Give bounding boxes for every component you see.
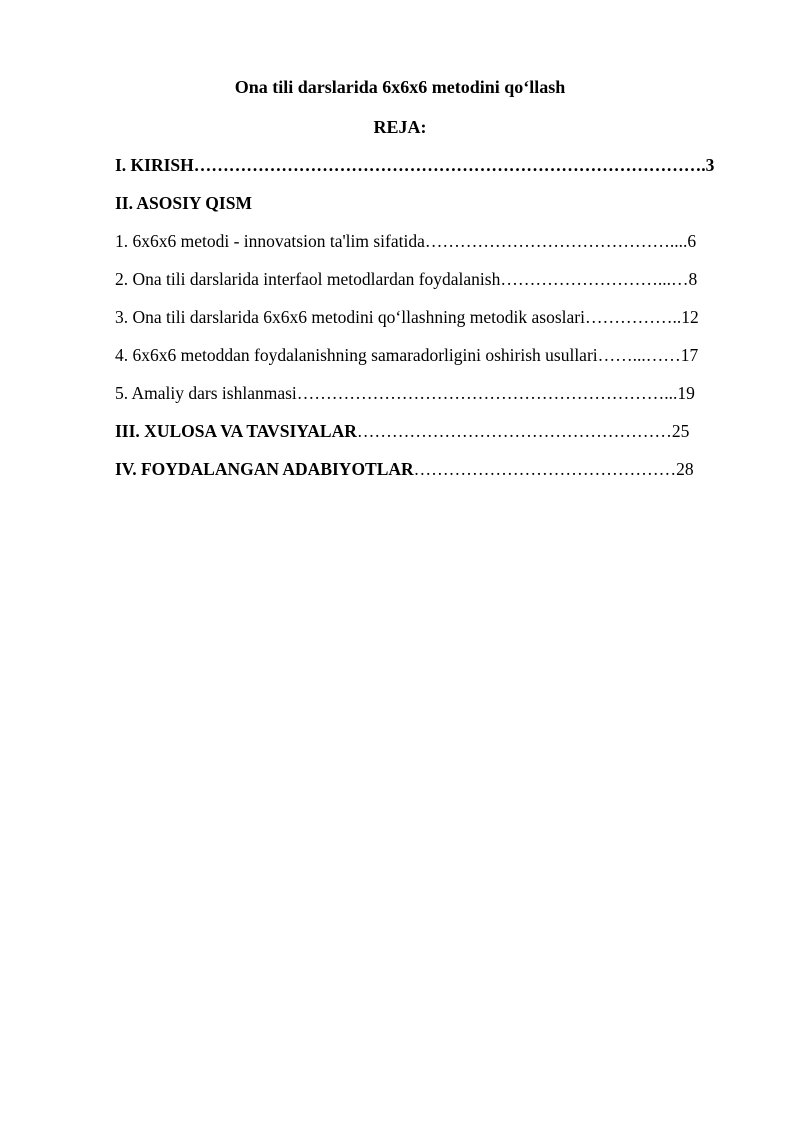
toc-entry-title: 2. Ona tili darslarida interfaol metodlardan foydalanish [115,269,501,289]
toc-page-number: 17 [680,345,699,365]
toc-page-number: 8 [688,269,698,289]
toc-entry-title: 3. Ona tili darslarida 6x6x6 metodini qo‘llashning metodik asoslari [115,307,585,327]
toc-entry-conclusion [115,419,740,443]
toc-entry-references [115,457,740,481]
toc-entry-title: I. KIRISH [115,155,194,175]
toc-leader-dots: …………………………………….... [424,231,688,251]
toc-entry-section-5 [115,381,740,405]
document-title: Ona tili darslarida 6x6x6 metodini qo‘llash [234,77,566,97]
toc-leader-dots: …………….. [585,307,682,327]
toc-entry-section-4 [115,343,740,367]
toc-page-number: 28 [676,459,694,479]
toc-entry-main-part [115,191,740,215]
toc-entry-title: 1. 6x6x6 metodi - innovatsion ta'lim sifatida [115,231,425,251]
toc-leader-dots: ……...…… [597,345,681,365]
toc-entry-introduction [115,153,740,177]
toc-leader-dots: ………………………...… [500,269,689,289]
toc-entry-section-2 [115,267,740,291]
toc-page-number: 3 [705,155,715,175]
toc-page-number: 12 [681,307,699,327]
toc-entry-title: 5. Amaliy dars ishlanmasi [115,383,297,403]
toc-page-number: 6 [687,231,697,251]
toc-leader-dots: ……………………………………………………………………………. [193,155,706,175]
toc-page-number: 25 [671,421,690,441]
toc-entry-title: 4. 6x6x6 metoddan foydalanishning samaradorligini oshirish usullari [115,345,598,365]
toc-entry-section-3 [115,305,740,329]
toc-entry-section-1 [115,229,740,253]
toc-leader-dots: ……………………………………… [413,459,677,479]
toc-leader-dots: ………………………………………………………... [296,383,678,403]
toc-entry-title: III. XULOSA VA TAVSIYALAR [115,421,357,441]
toc-page-number: 19 [677,383,695,403]
toc-entry-title: IV. FOYDALANGAN ADABIYOTLAR [115,459,414,479]
toc-leader-dots: ……………………………………………… [356,421,672,441]
toc-entry-title: II. ASOSIY QISM [115,193,252,213]
plan-heading: REJA: [373,117,427,137]
